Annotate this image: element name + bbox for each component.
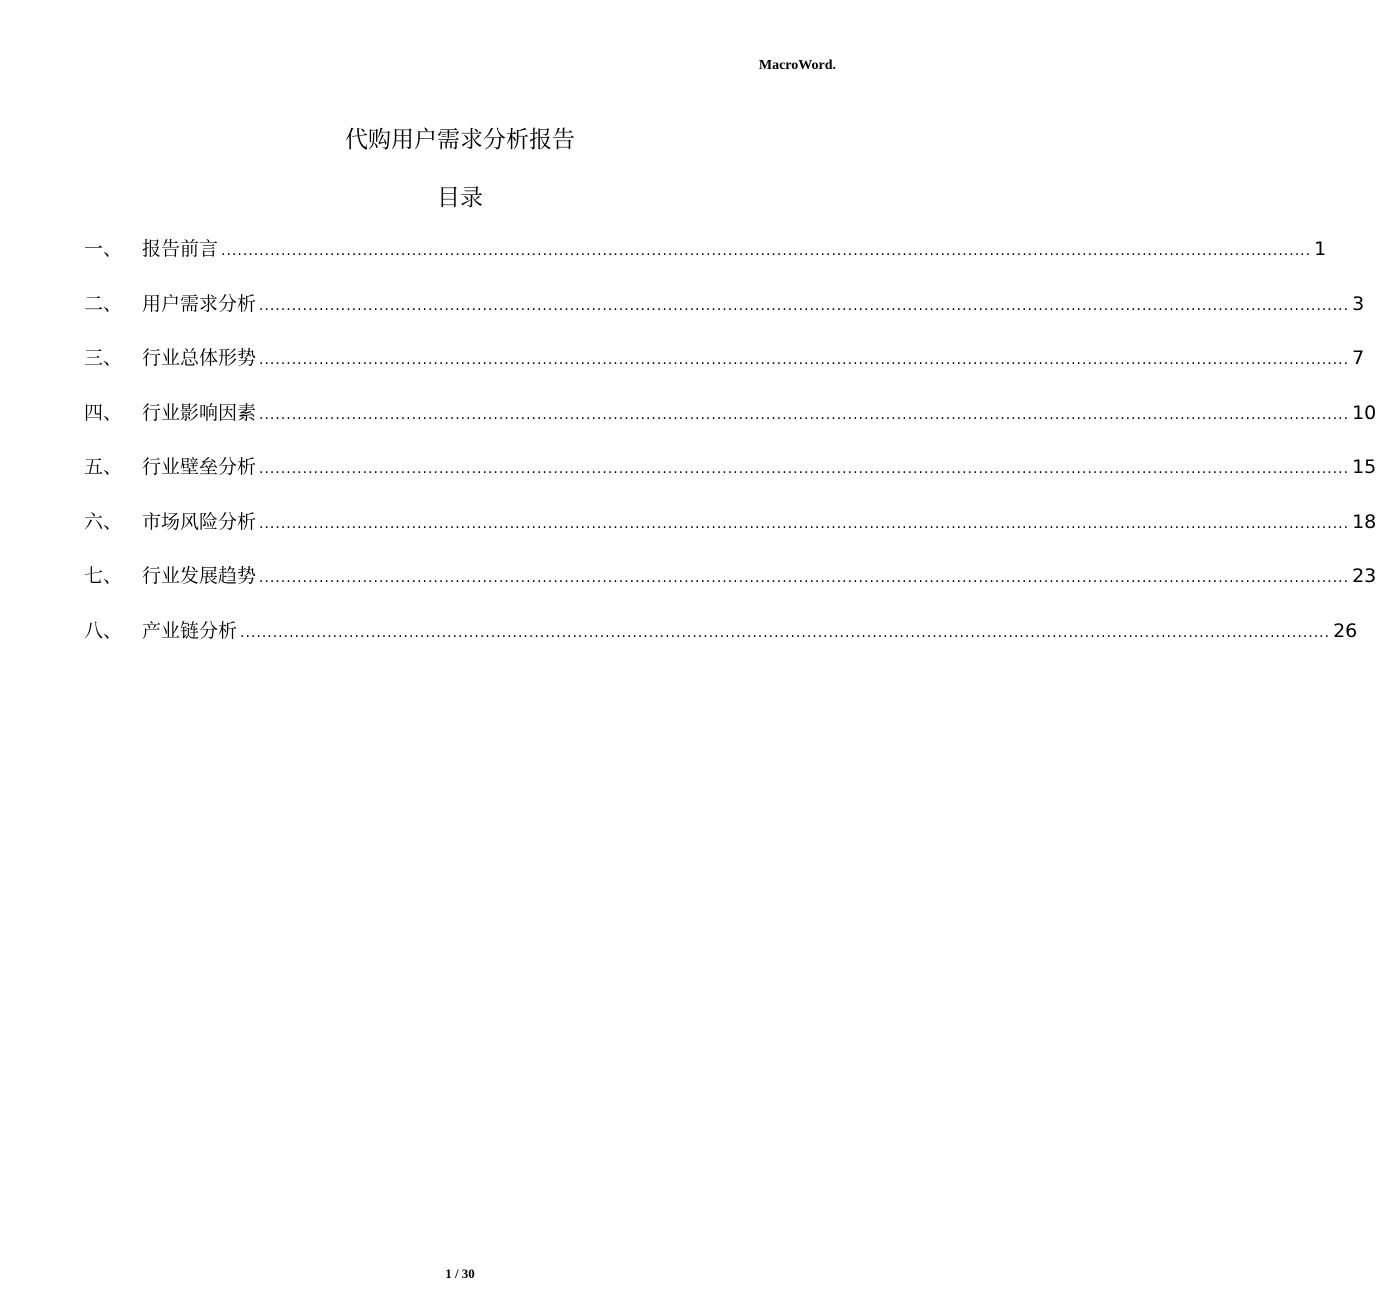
toc-entry-number: 五、: [84, 456, 123, 478]
toc-entry[interactable]: [84, 507, 1376, 562]
toc-entry-page: 7: [1352, 347, 1365, 369]
toc-leader-dots: ........................................................................................................................................................................................................: [259, 461, 1350, 477]
header-brand: MacroWord.: [758, 58, 836, 73]
document-title: 代购用户需求分析报告: [345, 127, 575, 153]
toc-leader-dots: ........................................................................................................................................................................................................: [259, 515, 1350, 532]
toc-entry[interactable]: [84, 289, 1365, 344]
toc-entry-label: 行业发展趋势: [142, 565, 257, 587]
toc-leader-dots: ........................................................................................................................................................................................................: [240, 624, 1331, 641]
toc-entry[interactable]: [84, 234, 1327, 289]
toc-entry-label: 产业链分析: [142, 619, 238, 642]
toc-entry-number: 六、: [84, 510, 123, 533]
toc-entry-number: 四、: [84, 401, 123, 424]
toc-leader-dots: ........................................................................................................................................................................................................: [259, 352, 1350, 368]
toc-entry-page: 26: [1333, 619, 1358, 642]
toc-entry-page: 18: [1352, 510, 1376, 533]
toc-entry-page: 1: [1314, 238, 1327, 260]
toc-entry-label: 市场风险分析: [142, 510, 257, 533]
toc-entry[interactable]: [84, 452, 1376, 507]
toc-entry-label: 行业壁垒分析: [142, 456, 257, 478]
toc-heading: 目录: [437, 185, 483, 211]
toc-entry-number: 八、: [84, 619, 123, 642]
toc-entry-number: 三、: [84, 347, 123, 369]
toc-entry-number: 七、: [84, 565, 123, 587]
page-indicator: 1 / 30: [445, 1266, 475, 1281]
toc-leader-dots: ........................................................................................................................................................................................................: [259, 406, 1350, 423]
toc-entry[interactable]: [84, 398, 1376, 453]
toc-entry-number: 一、: [84, 238, 123, 260]
toc-entry-label: 用户需求分析: [142, 292, 257, 315]
table-of-contents: [84, 234, 1376, 670]
toc-entry-label: 报告前言: [142, 238, 219, 260]
toc-entry-page: 3: [1352, 292, 1365, 315]
toc-entry-page: 15: [1352, 456, 1376, 478]
toc-entry[interactable]: [84, 561, 1376, 616]
toc-entry-label: 行业影响因素: [142, 401, 257, 424]
toc-entry[interactable]: [84, 616, 1358, 671]
toc-entry-page: 23: [1352, 565, 1376, 587]
toc-entry-number: 二、: [84, 292, 123, 315]
toc-leader-dots: ........................................................................................................................................................................................................: [221, 243, 1312, 259]
toc-entry-page: 10: [1352, 401, 1376, 424]
toc-leader-dots: ........................................................................................................................................................................................................: [259, 297, 1350, 314]
toc-leader-dots: ........................................................................................................................................................................................................: [259, 570, 1350, 586]
toc-entry[interactable]: [84, 343, 1365, 398]
toc-entry-label: 行业总体形势: [142, 347, 257, 369]
